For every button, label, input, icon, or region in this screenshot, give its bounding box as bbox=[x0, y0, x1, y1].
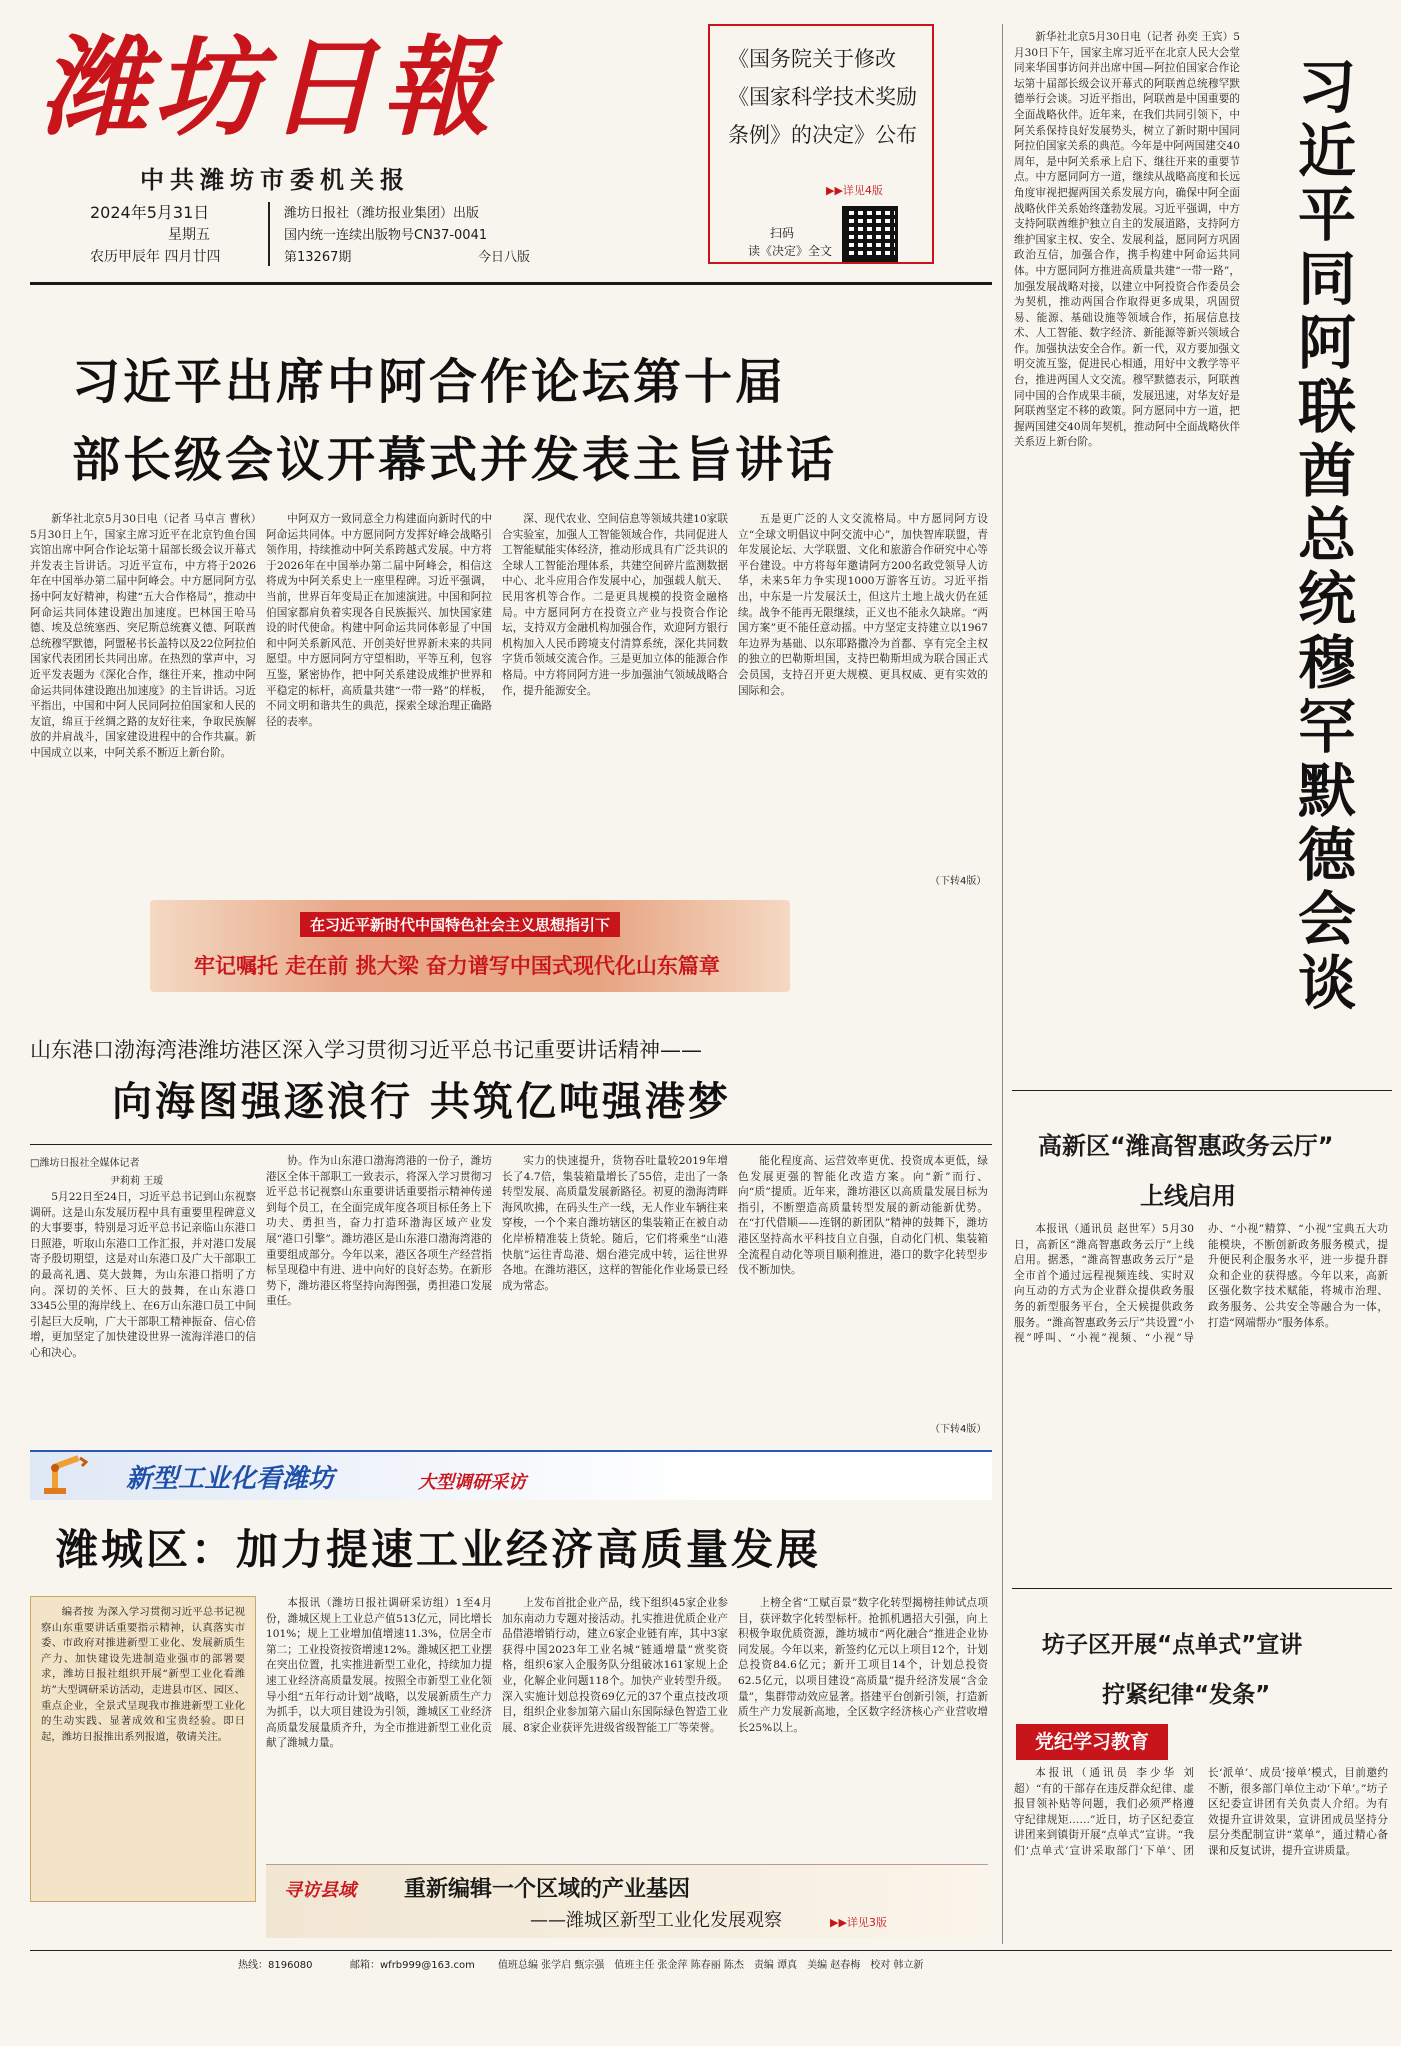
industry-banner-title: 新型工业化看潍坊 bbox=[126, 1464, 335, 1494]
industry-col-2: 上发布首批企业产品，线下组织45家企业参加东南动力专题对接活动。扎实推进优质企业产品借港增销行动，建立6家企业链有库，其中3家获得中国2023年工业名城“链通增量”赏奖资格，组织6家入企服务队分组破冰161家规上企业，化解企业问题118个。加快产业转型升级。深入实施计划总投资69亿元的37个重点技改项目，组织企业参加第六届山东国际绿色智造工业展、8家企业获评先进级省级智能工厂等荣誉。 bbox=[502, 1597, 728, 1734]
lead-headline-2[interactable]: 部长级会议开幕式并发表主旨讲话 bbox=[72, 432, 838, 488]
industry-headline[interactable]: 潍城区：加力提速工业经济高质量发展 bbox=[56, 1525, 822, 1574]
port-col-2: 协。作为山东港口渤海湾港的一份子，潍坊港区全体干部职工一致表示，将深入学习贯彻习近平总书记视察山东重要讲话重要指示精神传递到每个员工，在全面完成年度各项目标任务上下功夫、勇担当，奋力打造环渤海区域产业发展“港口引擎”。潍坊港区是山东港口渤海湾港的重要组成部分。今年以来，港区各项生产经营指标呈现稳中有进、进中向好的良好态势。在新形势下，潍坊港区将坚持向海图强，勇担港口发展重任。 bbox=[266, 1155, 492, 1308]
footer-hotline: 热线：8196080 bbox=[238, 1960, 313, 1971]
fangzi-body: 本报讯（通讯员 李少华 刘超）“有的干部存在违反群众纪律、虚报冒领补贴等问题，我们必须严格遵守纪律规矩……”近日，坊子区纪委宣讲团来到镇街开展“点单式”宣讲。“我们‘点单式’宣讲采取部门‘下单’、团长‘派单’、成员‘接单’模式，目前邀约不断，很多部门单位主动‘下单’。”坊子区纪委宣讲团有关负责人介绍。为有效提升宣讲效果，宣讲团成员坚持分层分类配制宣讲“菜单”，通过精心备课和反复试讲，提升宣讲质量。 bbox=[1014, 1767, 1388, 1857]
editor-note: 编者按 为深入学习贯彻习近平总书记视察山东重要讲话重要指示精神，认真落实市委、市政府对推进新型工业化、发展新质生产力、加快建设先进制造业强市的部署要求，潍坊日报社组织开展“新型工业化看潍坊”大型调研采访活动，走进县市区、园区、重点企业，全景式呈现我市推进新型工业化的生动实践、显著成效和宝贵经验。即日起，潍坊日报推出系列报道，敬请关注。 bbox=[41, 1606, 245, 1743]
fangzi-headline-1[interactable]: 坊子区开展“点单式”宣讲 bbox=[1042, 1632, 1303, 1658]
industry-banner-sub: 大型调研采访 bbox=[418, 1472, 526, 1493]
lead-col-1: 新华社北京5月30日电（记者 马卓言 曹秋）5月30日上午，国家主席习近平在北京钓鱼台国宾馆出席中阿合作论坛第十届部长级会议开幕式并发表主旨讲话。习近平宣布，中方将于2026年在中国举办第二届中阿峰会。中方愿同阿方弘扬中阿友好精神，构建“五大合作格局”，推动中阿命运共同体建设跑出加速度。巴林国王哈马德、埃及总统塞西、突尼斯总统赛义德、阿联酋总统穆罕默德，阿盟秘书长盖特以及22位阿拉伯国家代表团团长共同出席。在热烈的掌声中，习近平发表题为《深化合作，继往开来，推动中阿命运共同体建设跑出加速度》的主旨讲话。习近平指出，中国和中阿人民同阿拉伯国家和人民的友谊，绵亘于丝绸之路的友好往来，争取民族解放的并肩战斗，国家建设进程中的合作共赢。新中国成立以来，中阿关系不断迈上新台阶。 bbox=[30, 513, 256, 759]
party-discipline-badge: 党纪学习教育 bbox=[1016, 1724, 1168, 1760]
pub-weekday: 星期五 bbox=[168, 227, 210, 243]
editor-note-box bbox=[30, 1596, 256, 1902]
port-author: 尹莉莉 王瑷 bbox=[110, 1176, 164, 1187]
industry-col-3: 上榜全省“工赋百景”数字化转型揭榜挂帅试点项目，获评数字化转型标杆。抢抓机遇招大引强，向上积极争取优质资源，潍坊城市“两化融合”推进企业协同发展。今年以来，新签约亿元以上项目12个，计划总投资84.6亿元；新开工项目14个，计划总投资62.5亿元，以项目建设“高质量”提升经济发展“含金量”，集群带动效应显著。搭建平台创新引领，打造新质生产力发展新高地，全区数字经济核心产业营收增长25%以上。 bbox=[738, 1597, 988, 1734]
right-story-headline[interactable]: 习近平同阿联酋总统穆罕默德会谈 bbox=[1288, 56, 1356, 1016]
publisher: 潍坊日报社（潍坊报业集团）出版 bbox=[284, 206, 480, 221]
county-visit-title[interactable]: 重新编辑一个区域的产业基因 bbox=[404, 1877, 691, 1902]
port-headline[interactable]: 向海图强逐浪行 共筑亿吨强港梦 bbox=[112, 1078, 731, 1125]
right-story-body: 新华社北京5月30日电（记者 孙奕 王宾）5月30日下午，国家主席习近平在北京人民大会堂同来华国事访问并出席中国—阿拉伯国家合作论坛第十届部长级会议开幕式的阿联酋总统穆罕默德举行会谈。习近平指出，阿联酋是中国重要的全面战略伙伴。近年来，在我们共同引领下，中阿关系保持良好发展势头，树立了新时期中国同阿拉伯国家关系的典范。今年是中阿两国建交40周年，是中阿关系承上启下、继往开来的重要节点。中方愿同阿方一道，继续从战略高度和长远角度审视把握两国关系发展方向，确保中阿全面战略伙伴关系始终蓬勃发展。习近平强调，中方支持阿联酋维护独立自主的发展道路，支持阿方维护国家主权、安全、发展利益，愿同阿方巩固政治互信，加强合作，携手构建中阿命运共同体。中方愿同阿方推进高质量共建“一带一路”，加强发展战略对接，以建立中阿投资合作委员会为契机，推动两国合作取得更多成果，巩固贸易、能源、基础设施等领域合作，拓展信息技术、人工智能、数字经济、新能源等新兴领域合作。加强执法安全合作。新一代，双方要加强文明交流互鉴，促进民心相通，用好中文教学等平台，推进两国人文交流。穆罕默德表示，阿联酋同中国的合作成果丰硕，发展迅速，对华友好是阿联酋坚定不移的政策。阿方愿同中方一道，把握两国建交40周年契机，推动阿中全面战略伙伴关系迈上新台阶。 bbox=[1014, 31, 1240, 449]
port-continued[interactable]: （下转4版） bbox=[930, 1424, 987, 1435]
page-count: 今日八版 bbox=[478, 250, 531, 265]
pub-date: 2024年5月31日 bbox=[90, 203, 210, 222]
port-col-1: 5月22日至24日，习近平总书记到山东视察调研。这是山东发展历程中具有重要里程碑意义的大事要事，特别是习近平总书记亲临山东港口日照港，听取山东港口工作汇报，并对港口发展寄予殷切期望，这是对山东港口及广大干部职工的最高礼遇、莫大鼓舞，为山东港口指明了方向。深切的关怀、巨大的鼓舞，在山东港口3345公里的海岸线上、在6万山东港口员工中间引起巨大反响，广大干部职工精神振奋、信心倍增，更加坚定了加快建设世界一流海洋港口的信心和决心。 bbox=[30, 1191, 256, 1359]
theme-banner-line2: 牢记嘱托 走在前 挑大梁 奋力谱写中国式现代化山东篇章 bbox=[194, 954, 720, 978]
cn-number: 国内统一连续出版物号CN37-0041 bbox=[284, 228, 488, 243]
top-notice-title[interactable]: 《国务院关于修改《国家科学技术奖励条例》的决定》公布 bbox=[728, 47, 917, 147]
lead-col-4: 五是更广泛的人文交流格局。中方愿同阿方设立“全球文明倡议中阿交流中心”，加快智库联盟，青年发展论坛、大学联盟、文化和旅游合作研究中心等平台建设。中方将每年邀请阿方200名政党领导人访华，未来5年力争实现1000万游客互访。习近平指出，中东是一片发展沃土，但这片土地上战火仍在延续。战争不能再无限继续，正义也不能永久缺席。“两国方案”更不能任意动摇。中方坚定支持建立以1967年边界为基础、以东耶路撒冷为首都、享有完全主权的独立的巴勒斯坦国，支持巴勒斯坦成为联合国正式会员国，支持召开更大规模、更具权威、更有实效的国际和会。 bbox=[738, 513, 988, 697]
port-kicker: 山东港口渤海湾港潍坊港区深入学习贯彻习近平总书记重要讲话精神—— bbox=[30, 1038, 702, 1062]
issue-number: 第13267期 bbox=[284, 250, 352, 265]
masthead-subtitle: 中共潍坊市委机关报 bbox=[140, 166, 410, 194]
port-byline: □潍坊日报社全媒体记者 bbox=[30, 1158, 140, 1169]
qr-code[interactable] bbox=[842, 206, 898, 262]
lead-headline-1[interactable]: 习近平出席中阿合作论坛第十届 bbox=[72, 354, 787, 410]
pub-lunar: 农历甲辰年 四月廿四 bbox=[90, 249, 221, 265]
theme-banner-line1: 在习近平新时代中国特色社会主义思想指引下 bbox=[300, 912, 620, 937]
footer-email: 邮箱：wfrb999@163.com bbox=[350, 1960, 475, 1971]
port-col-3: 实力的快速提升，货物吞吐量较2019年增长了4.7倍，集装箱量增长了55倍，走出了一条转型发展、高质量发展新路径。初夏的渤海湾畔海风吹拂，在码头生产一线，无人作业车辆往来穿梭，一个个来自潍坊辖区的集装箱正在被自动化岸桥精准装上货轮。随后，它们将乘坐“山港快航”运往青岛港、烟台港完成中转，运往世界各地。在潍坊港区，这样的智能化作业场景已经成为常态。 bbox=[502, 1155, 728, 1292]
county-visit-subtitle: ——潍城区新型工业化发展观察 bbox=[530, 1910, 782, 1931]
lead-col-3: 深、现代农业、空间信息等领域共建10家联合实验室，加强人工智能领域合作，共同促进人工智能赋能实体经济，推动形成具有广泛共识的全球人工智能治理体系，共建空间碎片监测数据中心、北斗应用合作发展中心，加强载人航天、民用客机等合作。二是更具规模的投资金融格局。中方愿同阿方在投资立产业与投资合作论坛，支持双方金融机构加强合作，欢迎阿方银行机构加入人民币跨境支付清算系统，深化共同数字货币领域交流合作。三是更加立体的能源合作格局。中方将同阿方进一步加强油气领域战略合作，提升能源安全。 bbox=[502, 513, 728, 697]
gaoxin-headline-2[interactable]: 上线启用 bbox=[1140, 1182, 1236, 1210]
see-page-link[interactable]: ▶▶详见4版 bbox=[826, 184, 883, 197]
county-visit-see-page[interactable]: ▶▶详见3版 bbox=[830, 1916, 887, 1929]
gaoxin-headline-1[interactable]: 高新区“潍高智惠政务云厅” bbox=[1038, 1132, 1334, 1160]
county-visit-kicker: 寻访县域 bbox=[284, 1880, 356, 1901]
lead-col-2: 中阿双方一致同意全力构建面向新时代的中阿命运共同体。中方愿同阿方发挥好峰会战略引领作用，持续推动中阿关系跨越式发展。中方将于2026年在中国举办第二届中阿峰会，相信这将成为中阿关系史上一座里程碑。习近平强调，当前，世界百年变局正在加速演进。中国和阿拉伯国家都肩负着实现各自民族振兴、加快国家建设的时代使命。构建中阿命运共同体彰显了中国和中阿关系新风范、开创美好世界新未来的共同愿望。中方愿同阿方守望相助，平等互利，包容互鉴，紧密协作，把中阿关系建设成维护世界和平稳定的标杆，高质量共建“一带一路”的样板，不同文明和谐共生的典范，探索全球治理正确路径的表率。 bbox=[266, 513, 492, 728]
robot-arm-icon bbox=[40, 1454, 90, 1496]
masthead-logo: 潍坊日報 bbox=[40, 25, 497, 151]
gaoxin-body: 本报讯（通讯员 赵世军）5月30日，高新区“潍高智惠政务云厅”上线启用。据悉，“潍高智惠政务云厅”是全市首个通过远程视频连线、实时双向互动的方式为企业群众提供政务服务的新型服务平台，全天候提供政务服务。“潍高智惠政务云厅”共设置“小视”呼叫、“小视”视频、“小视”导办、“小视”精算、“小视”宝典五大功能模块，不断创新政务服务模式，提升便民利企服务水平，进一步提升群众和企业的获得感。今年以来，高新区强化数字技术赋能，将城市治理、政务服务、公共安全等融合为一体，打造“网端帮办”服务体系。 bbox=[1014, 1223, 1388, 1345]
fangzi-headline-2[interactable]: 拧紧纪律“发条” bbox=[1102, 1682, 1271, 1708]
footer-editors: 值班总编 张学启 甄宗强 值班主任 张金萍 陈春丽 陈杰 责编 谭真 美编 赵春梅 校对 韩立新 bbox=[498, 1960, 924, 1971]
port-col-4: 能化程度高、运营效率更优、投资成本更低，绿色发展更强的智能化改造方案。向“新”而行、向“质”提质。近年来，潍坊港区以高质量发展目标为指引，不断塑造高质量转型发展的新动能新优势。在“打代借顺——连钢的新团队”精神的鼓舞下，潍坊港区坚持高水平科技自立自强，自动化门机、集装箱全流程自动化等项目顺利推进，港口的数字化转型步伐不断加快。 bbox=[738, 1155, 988, 1277]
scan-label: 扫码 bbox=[770, 226, 795, 240]
read-label: 读《决定》全文 bbox=[748, 244, 833, 258]
lead-continued[interactable]: （下转4版） bbox=[930, 876, 987, 887]
industry-col-1: 本报讯（潍坊日报社调研采访组）1至4月份，潍城区规上工业总产值513亿元，同比增长101%；规上工业增加值增速11.3%，位居全市第二；工业投资按资增速12%。潍城区把工业摆在突出位置，扎实推进新型工业化，持续加力提速工业经济高质量发展。按照全市新型工业化领导小组“五年行动计划”战略，以发展新质生产力为抓手，以大项目建设为引领，潍城区工业经济高质量发展量质齐升，为全市推进新型工业化贡献了潍城力量。 bbox=[266, 1597, 492, 1750]
